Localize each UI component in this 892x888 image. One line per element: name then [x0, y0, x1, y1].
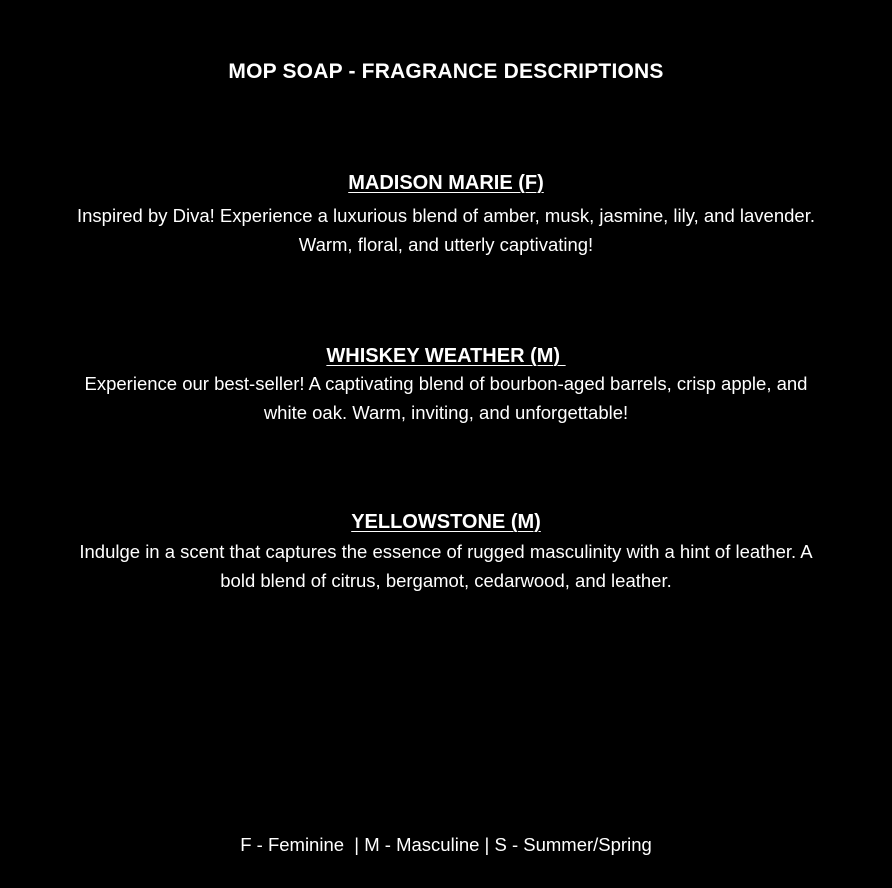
fragrance-name: YELLOWSTONE (M) [351, 511, 541, 533]
fragrance-description: Experience our best-seller! A captivating blend of bourbon-aged barrels, crisp apple, and white oak. Warm, inviting, and unforgettable! [84, 373, 808, 423]
fragrance-legend: F - Feminine | M - Masculine | S - Summer/Spring [240, 834, 652, 855]
fragrance-name: WHISKEY WEATHER (M) [326, 345, 566, 367]
fragrance-entry-madison-marie [0, 170, 892, 259]
fragrance-name: MADISON MARIE (F) [348, 172, 544, 194]
fragrance-entry-yellowstone [0, 509, 892, 595]
fragrance-description: Indulge in a scent that captures the essence of rugged masculinity with a hint of leather. A bold blend of citrus, bergamot, cedarwood, and leather. [79, 541, 813, 591]
fragrance-entry-whiskey-weather [0, 343, 892, 427]
fragrance-description: Inspired by Diva! Experience a luxurious blend of amber, musk, jasmine, lily, and lavender. Warm, floral, and utterly captivating! [77, 205, 815, 255]
page-title: MOP SOAP - FRAGRANCE DESCRIPTIONS [228, 60, 664, 83]
